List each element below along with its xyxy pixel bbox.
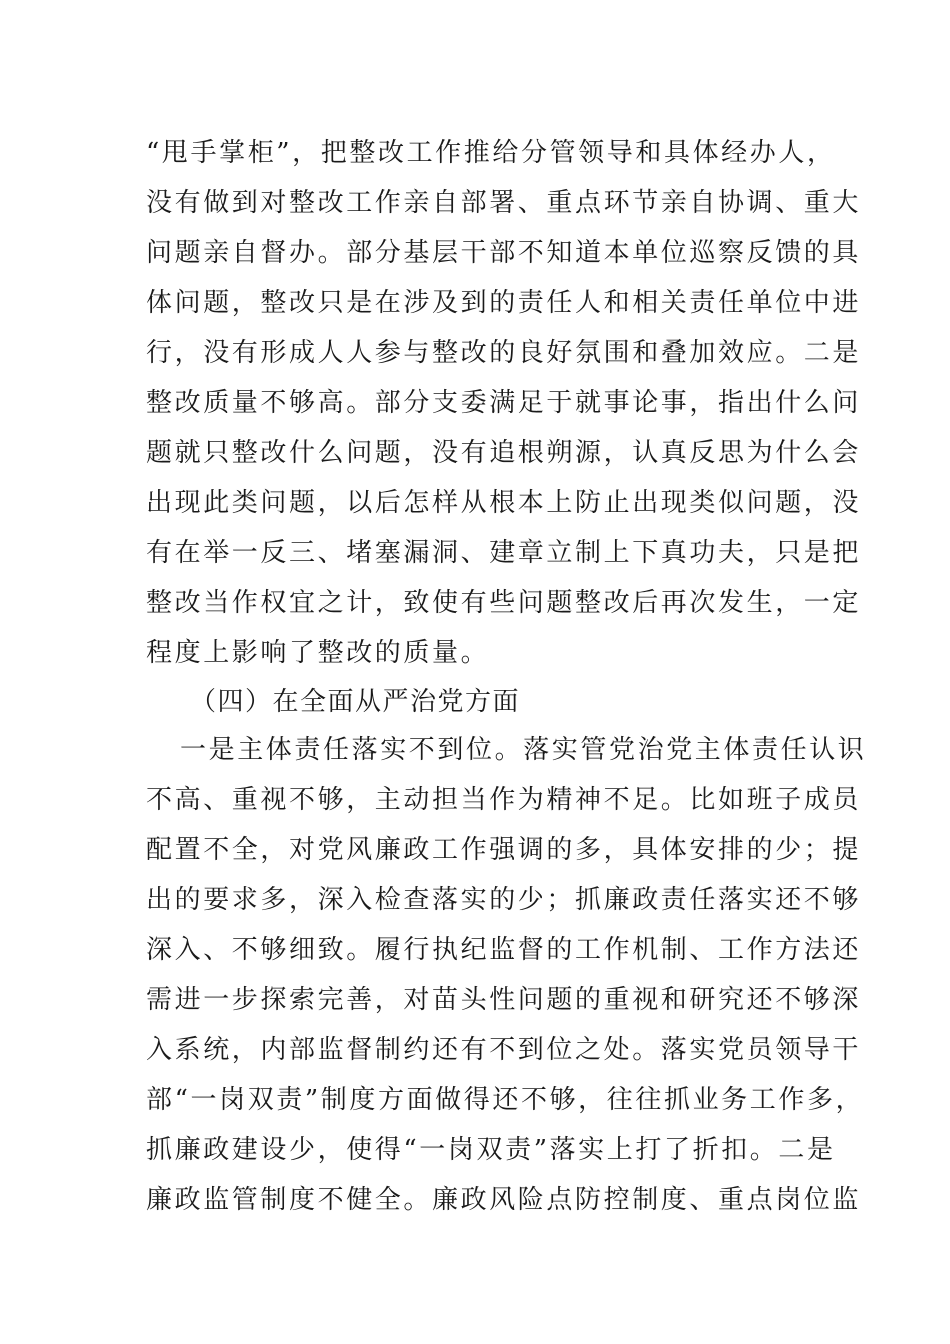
text-line: 有在举一反三、堵塞漏洞、建章立制上下真功夫，只是把 [146, 538, 862, 568]
text-line: 问题亲自督办。部分基层干部不知道本单位巡察反馈的具 [146, 238, 862, 268]
text-line: 程度上影响了整改的质量。 [146, 638, 490, 668]
text-line: 出现此类问题，以后怎样从根本上防止出现类似问题，没 [146, 488, 862, 518]
text-line: 廉政监管制度不健全。廉政风险点防控制度、重点岗位监 [146, 1185, 862, 1215]
text-line: 整改质量不够高。部分支委满足于就事论事，指出什么问 [146, 388, 862, 418]
text-line: 出的要求多，深入检查落实的少；抓廉政责任落实还不够 [146, 885, 862, 915]
text-line: 一是主体责任落实不到位。落实管党治党主体责任认识 [180, 735, 867, 765]
text-line: “甩手掌柜”，把整改工作推给分管领导和具体经办人， [146, 138, 836, 168]
text-line: 整改当作权宜之计，致使有些问题整改后再次发生，一定 [146, 588, 862, 618]
text-line: 抓廉政建设少，使得“一岗双责”落实上打了折扣。二是 [146, 1135, 836, 1165]
text-line: 题就只整改什么问题，没有追根朔源，认真反思为什么会 [146, 438, 862, 468]
text-line: 体问题，整改只是在涉及到的责任人和相关责任单位中进 [146, 288, 862, 318]
text-line: 深入、不够细致。履行执纪监督的工作机制、工作方法还 [146, 935, 862, 965]
text-line: 行，没有形成人人参与整改的良好氛围和叠加效应。二是 [146, 338, 862, 368]
text-line: 没有做到对整改工作亲自部署、重点环节亲自协调、重大 [146, 188, 862, 218]
text-line: 入系统，内部监督制约还有不到位之处。落实党员领导干 [146, 1035, 862, 1065]
section-heading: （四）在全面从严治党方面 [190, 687, 521, 717]
text-line: 配置不全，对党风廉政工作强调的多，具体安排的少；提 [146, 835, 862, 865]
text-line: 需进一步探索完善，对苗头性问题的重视和研究还不够深 [146, 985, 862, 1015]
text-line: 不高、重视不够，主动担当作为精神不足。比如班子成员 [146, 785, 862, 815]
text-line: 部“一岗双责”制度方面做得还不够，往往抓业务工作多， [146, 1085, 865, 1115]
